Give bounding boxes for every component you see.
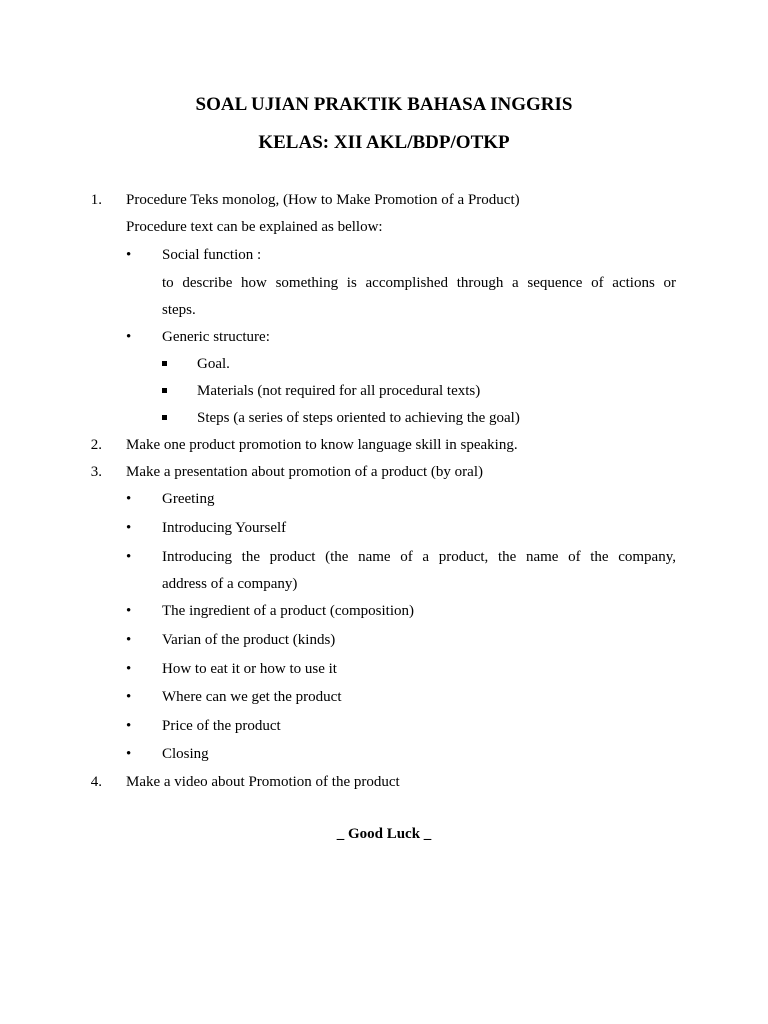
question-1-number: 1. [90, 192, 102, 208]
bullet-icon: • [126, 689, 132, 705]
question-4-number: 4. [90, 774, 102, 790]
bullet-icon: • [126, 603, 132, 619]
presentation-item: Price of the product [162, 718, 281, 734]
square-bullet-icon [162, 415, 167, 420]
generic-structure-label: Generic structure: [162, 329, 270, 345]
question-3-text: Make a presentation about promotion of a product (by oral) [126, 464, 483, 480]
document-title: SOAL UJIAN PRAKTIK BAHASA INGGRIS [195, 94, 573, 115]
bullet-icon: • [126, 718, 132, 734]
bullet-icon: • [126, 549, 132, 565]
question-1-text: Procedure Teks monolog, (How to Make Promotion of a Product) [126, 192, 520, 208]
bullet-icon: • [126, 632, 132, 648]
social-function-label: Social function : [162, 247, 262, 263]
presentation-item: The ingredient of a product (composition) [162, 603, 415, 619]
question-2-number: 2. [90, 437, 102, 453]
presentation-item: Introducing Yourself [162, 520, 287, 536]
good-luck-closing: _ Good Luck _ [336, 826, 432, 842]
question-1-intro: Procedure text can be explained as bellow: [126, 219, 383, 235]
social-function-line-1: to describe how something is accomplished through a sequence of actions or [162, 275, 676, 291]
structure-item: Materials (not required for all procedural texts) [197, 383, 481, 399]
presentation-item: Where can we get the product [162, 689, 342, 705]
square-bullet-icon [162, 388, 167, 393]
document-subtitle: KELAS: XII AKL/BDP/OTKP [258, 132, 510, 153]
bullet-icon: • [126, 746, 132, 762]
bullet-icon: • [126, 247, 132, 263]
structure-item: Steps (a series of steps oriented to achieving the goal) [197, 410, 520, 426]
presentation-item: Varian of the product (kinds) [162, 632, 336, 648]
presentation-item-continued: address of a company) [162, 576, 298, 592]
bullet-icon: • [126, 520, 132, 536]
bullet-icon: • [126, 491, 132, 507]
presentation-item: Greeting [162, 491, 215, 507]
question-2-text: Make one product promotion to know language skill in speaking. [126, 437, 518, 453]
square-bullet-icon [162, 361, 167, 366]
presentation-item: Introducing the product (the name of a product, the name of the company, [162, 549, 676, 565]
question-3-number: 3. [90, 464, 102, 480]
question-4-text: Make a video about Promotion of the product [126, 774, 400, 790]
structure-item: Goal. [197, 356, 230, 372]
presentation-item: How to eat it or how to use it [162, 661, 337, 677]
social-function-line-2: steps. [162, 302, 196, 318]
bullet-icon: • [126, 661, 132, 677]
presentation-item: Closing [162, 746, 209, 762]
bullet-icon: • [126, 329, 132, 345]
